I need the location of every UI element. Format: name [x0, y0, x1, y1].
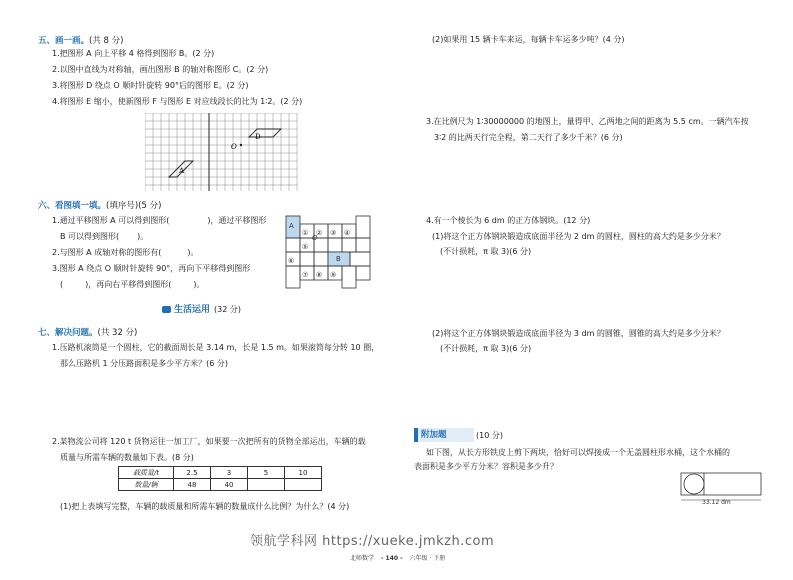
r-q4-sub2: (2)将这个正方体钢块锻造成底面半径为 3 dm 的圆锥，圆锥的高大约是多少分米？ — [432, 329, 725, 338]
s6-q3-line2 — [60, 279, 205, 290]
table-cell: 2.5 — [174, 467, 211, 479]
s6-q3-line1: 3.图形 A 绕点 O 顺时针旋转 90°，再向下平移得到图形 — [52, 264, 251, 273]
point-o — [240, 144, 242, 146]
bonus-question-header — [414, 428, 474, 442]
section5-title — [38, 34, 123, 46]
life-points: (32 分) — [214, 305, 241, 314]
bonus-title: 附加题 — [421, 430, 447, 440]
s5-q4: 4.将图形 E 缩小，使新图形 F 与图形 E 对应线段长的比为 1∶2。(2 分) — [52, 97, 303, 106]
fig-n9: ⑨ — [330, 271, 337, 279]
s5-q1: 1.把图形 A 向上平移 4 格得到图形 B。(2 分) — [52, 49, 215, 58]
label-a: A — [179, 167, 185, 175]
fig-n8: ⑧ — [316, 271, 323, 279]
section6-title — [38, 199, 161, 211]
s6-q1d: )。 — [137, 232, 149, 241]
s6-q1c: B 可以得到图形( — [60, 232, 120, 241]
page-footer — [350, 553, 445, 562]
sheet-rect — [681, 473, 761, 495]
r-q3-line1: 3.在比例尺为 1∶30000000 的地图上，量得甲、乙两地之间的距离为 5.5 cm。一辆汽车按 — [426, 117, 749, 126]
fig-label-a: A — [289, 222, 294, 230]
section5-heading: 五、画一画。 — [38, 36, 90, 46]
s5-q3: 3.将图形 D 绕点 O 顺时针旋转 90°后的图形 E。(2 分) — [52, 81, 249, 90]
s6-q1-line2 — [60, 231, 148, 242]
section5-points: (共 8 分) — [89, 36, 124, 46]
footer-subject: 北师数学 — [350, 555, 375, 562]
table-cell: 3 — [211, 467, 248, 479]
s6-q2 — [52, 247, 198, 258]
fig-label-o: O — [312, 234, 318, 242]
section6-points: (填序号)(5 分) — [106, 201, 162, 211]
s6-q3b: ( — [60, 280, 64, 289]
fig-n7: ⑦ — [302, 271, 309, 279]
table-header-load: 载质量/t — [119, 467, 174, 479]
life-title: 生活运用 — [174, 305, 211, 315]
s7-q2-line1: 2.某物流公司将 120 t 货物运往一加工厂，如果要一次把所有的货物全部运出，车辆的载 — [52, 437, 366, 446]
s6-q2b: )。 — [187, 248, 199, 257]
r-q4-sub2-note: (不计损耗，π 取 3)(6 分) — [440, 344, 532, 353]
r-q4-title: 4.有一个棱长为 6 dm 的正方体钢块。(12 分) — [426, 216, 591, 225]
fig-n3: ③ — [330, 229, 337, 237]
footer-page-number: - 140 - — [380, 555, 403, 562]
table-header-count: 数量/辆 — [119, 479, 174, 491]
circle-base — [684, 474, 704, 494]
s7-q2-sub1: (1)把上表填写完整，车辆的载质量和所需车辆的数量成什么比例？为什么？(4 分) — [60, 502, 350, 511]
life-application-header — [162, 302, 241, 315]
s6-q1a: 1.通过平移图形 A 可以得到图形( — [52, 216, 170, 225]
r-q3-line2: 3∶2 的比两天行完全程，第二天行了多少千米？(6 分) — [434, 133, 623, 142]
r-q2d: (2)如果用 15 辆卡车来运，每辆卡车运多少吨？(4 分) — [432, 35, 625, 44]
s6-q3d: )。 — [193, 280, 205, 289]
section7-points: (共 32 分) — [97, 328, 138, 338]
book-icon — [162, 306, 171, 313]
table-row — [119, 479, 322, 491]
section7-title — [38, 326, 137, 338]
fig-label-b: B — [336, 255, 341, 263]
bonus-points: (10 分) — [476, 431, 503, 440]
r-q4-sub1-note: (不计损耗，π 取 3)(6 分) — [440, 247, 532, 256]
sheet-diagram — [678, 470, 768, 506]
s6-q1-line1 — [52, 215, 266, 226]
s6-q3c: )，再向右平移得到图形( — [85, 280, 172, 289]
fig-n4: ④ — [344, 229, 351, 237]
s5-q2: 2.以图中直线为对称轴，画出图形 B 的轴对称图形 C。(2 分) — [52, 65, 269, 74]
s6-q2a: 2.与图形 A 成轴对称的图形有( — [52, 248, 162, 257]
s6-q1b: )，通过平移图形 — [207, 216, 267, 225]
s7-q2-line2: 质量与所需车辆的数量如下表。(8 分) — [60, 453, 194, 462]
table-cell: 48 — [174, 479, 211, 491]
bonus-text-line1: 如下图，从长方形铁皮上剪下两块，恰好可以焊接成一个无盖圆柱形水桶，这个水桶的 — [426, 448, 730, 457]
s7-q1-line2: 那么压路机 1 分压路面积是多少平方米？(6 分) — [60, 359, 229, 368]
dimension-label: 33.12 dm — [702, 499, 731, 506]
table-cell: 40 — [211, 479, 248, 491]
load-table — [118, 466, 322, 491]
shapes-figure — [284, 214, 380, 292]
r-q4-sub1: (1)将这个正方体钢块锻造成底面半径为 2 dm 的圆柱，圆柱的高大约是多少分米？ — [432, 232, 725, 241]
footer-grade: 六年级 · 下册 — [409, 555, 446, 562]
table-cell-empty[interactable] — [285, 479, 322, 491]
table-cell: 10 — [285, 467, 322, 479]
fig-n1: ① — [302, 229, 309, 237]
s7-q1-line1: 1.压路机滚筒是一个圆柱，它的截面周长是 3.14 m，长是 1.5 m。如果滚筒每分转 10 圈， — [52, 343, 380, 352]
label-o: O — [231, 143, 237, 151]
bonus-text-line2: 表面积是多少平方分米？容积是多少升？ — [414, 462, 558, 471]
label-d: D — [255, 133, 261, 141]
fig-n2: ② — [316, 229, 323, 237]
table-cell: 5 — [248, 467, 285, 479]
section7-heading: 七、解决问题。 — [38, 328, 98, 338]
table-cell-empty[interactable] — [248, 479, 285, 491]
section6-heading: 六、看图填一填。 — [38, 201, 107, 211]
table-row — [119, 467, 322, 479]
watermark-text: 领航学科网 https://xueke.jmkzh.com — [250, 534, 495, 549]
drawing-grid — [145, 113, 301, 193]
fig-n5: ⑤ — [302, 243, 309, 251]
fig-n6: ⑥ — [288, 257, 295, 265]
